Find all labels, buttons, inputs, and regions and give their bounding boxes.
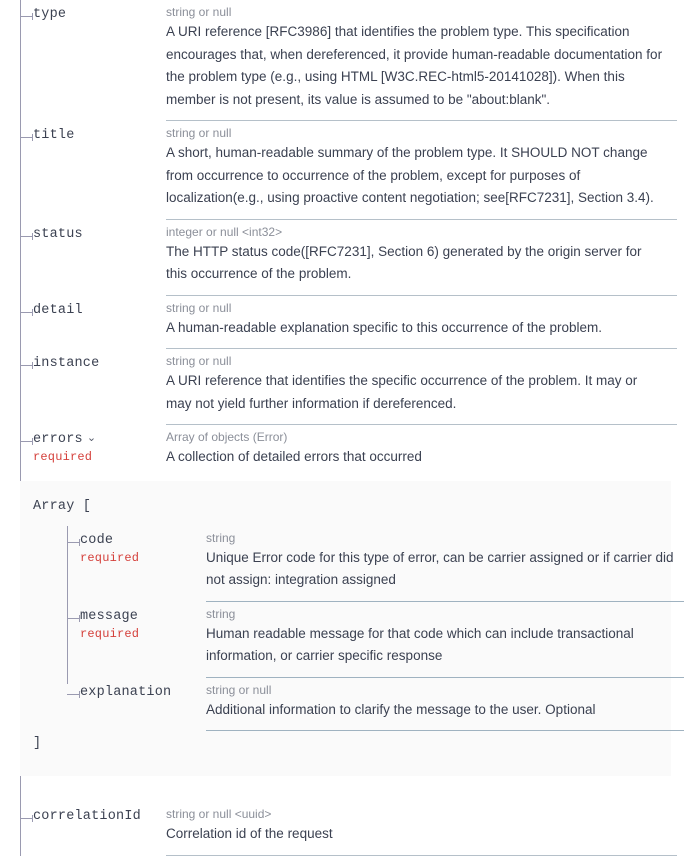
array-expansion-block (20, 481, 674, 777)
tree-connector-icon (20, 818, 33, 819)
property-name: code (80, 532, 114, 548)
property-name-cell (0, 296, 166, 350)
property-description: Unique Error code for this type of error, can be carrier assigned or if carrier did not assign: integration assigned (206, 549, 674, 587)
property-description: A URI reference [RFC3986] that identifies the problem type. This specification encourages that, when dereferenced, it provide human-readable documentation for the problem type (e.g., using HTML [W3C.REC-html5-20141028]). When this member is not present, its value is assumed to be "about:blank". (166, 24, 663, 107)
property-name-cell (20, 678, 206, 732)
property-description: Human readable message for that code which can include transactional information, or carrier specific response (206, 625, 634, 663)
property-row-status (0, 220, 691, 296)
property-detail-cell (206, 526, 691, 602)
tree-connector-icon (20, 16, 33, 17)
tree-connector-icon (20, 441, 33, 442)
property-detail-cell (166, 220, 691, 296)
property-row-correlationid (0, 802, 691, 856)
array-close-bracket: ] (33, 736, 42, 751)
required-badge: required (80, 626, 140, 641)
property-description: The HTTP status code([RFC7231], Section 6) generated by the origin server for this occurrence of the problem. (166, 243, 642, 281)
property-type: string or null (166, 300, 232, 315)
property-name: type (33, 7, 67, 22)
row-divider (206, 730, 684, 731)
property-row-type (0, 0, 691, 121)
property-detail-cell (166, 349, 691, 425)
property-row-message (20, 602, 671, 678)
property-description: A human-readable explanation specific to this occurrence of the problem. (166, 319, 603, 335)
property-type: string or null (166, 354, 232, 368)
property-name-cell (20, 526, 206, 602)
property-name-cell (0, 349, 166, 425)
property-name: errors (33, 432, 83, 447)
property-type: string or null (206, 682, 272, 697)
tree-connector-icon (20, 236, 33, 237)
tree-connector-icon (67, 694, 80, 695)
property-name: correlationId (33, 809, 141, 824)
property-description: A short, human-readable summary of the problem type. It SHOULD NOT change from occurrence to occurrence of the problem, except for purposes of localization(e.g., using proactive content negotiation; see[RFC7231], Section 3.4). (166, 145, 654, 205)
property-type: string or null (166, 126, 232, 140)
property-type: string or null (166, 5, 232, 19)
property-name-cell (0, 220, 166, 296)
tree-connector-icon (20, 137, 33, 138)
property-detail-cell (166, 0, 691, 121)
row-divider (166, 855, 677, 856)
property-detail-cell (166, 121, 691, 220)
property-detail-cell (166, 802, 691, 856)
property-name: instance (33, 356, 100, 371)
property-name-cell (20, 602, 206, 678)
tree-connector-icon (67, 542, 80, 543)
property-description: Correlation id of the request (166, 826, 333, 841)
property-type: Array of objects (Error) (166, 430, 288, 444)
property-detail-cell (206, 678, 691, 732)
property-type: string (206, 530, 236, 545)
property-name-errors-toggle[interactable] (33, 431, 166, 448)
property-row-code (20, 526, 674, 602)
property-description: Additional information to clarify the message to the user. Optional (206, 701, 596, 717)
property-name: detail (33, 302, 83, 318)
array-inner-properties (20, 526, 674, 732)
property-name: explanation (80, 684, 172, 700)
array-open-bracket: Array [ (33, 498, 92, 514)
property-name-cell (0, 802, 166, 856)
required-badge: required (80, 550, 140, 565)
property-name-cell (0, 0, 166, 121)
property-type: string or null <uuid> (166, 807, 272, 821)
chevron-down-icon[interactable]: ⌄ (86, 432, 97, 444)
property-name-cell (0, 425, 166, 469)
property-type: integer or null <int32> (166, 224, 283, 239)
property-description: A collection of detailed errors that occurred (166, 449, 422, 464)
property-name: title (33, 128, 75, 143)
property-row-explanation (20, 678, 671, 732)
property-row-title (0, 121, 691, 220)
property-name: status (33, 226, 83, 242)
property-detail-cell (166, 296, 691, 350)
property-description: A URI reference that identifies the specific occurrence of the problem. It may or may not yield further information if dereferenced. (166, 373, 638, 411)
property-detail-cell (206, 602, 691, 678)
property-name: message (80, 608, 139, 624)
property-row-detail (0, 296, 691, 350)
required-badge: required (33, 450, 93, 464)
property-row-instance (0, 349, 691, 425)
tree-connector-icon (67, 618, 80, 619)
tree-connector-icon (20, 365, 33, 366)
tree-connector-icon (20, 312, 33, 313)
trailing-properties (0, 802, 691, 856)
property-row-errors (0, 425, 691, 469)
property-detail-cell (166, 425, 691, 469)
property-name-cell (0, 121, 166, 220)
property-type: string (206, 606, 236, 621)
